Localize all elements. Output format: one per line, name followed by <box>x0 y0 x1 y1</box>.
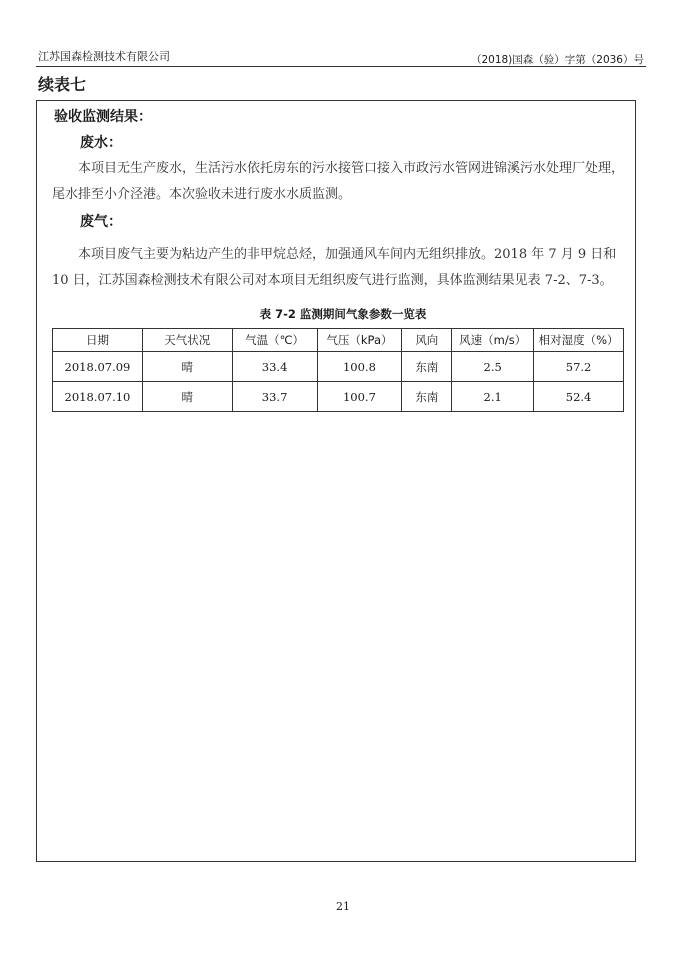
header-company: 江苏国森检测技术有限公司 <box>38 50 170 63</box>
column-header: 日期 <box>53 329 143 352</box>
waste-gas-heading: 废气： <box>80 214 122 230</box>
table-header-row <box>53 329 624 352</box>
page-number: 21 <box>336 900 350 913</box>
wastewater-paragraph: 本项目无生产废水，生活污水依托房东的污水接管口接入市政污水管网进锦溪污水处理厂处理，尾水排至小介泾港。本次验收未进行废水水质监测。 <box>52 161 625 202</box>
table-cell: 东南 <box>402 352 452 382</box>
table-caption: 表 7-2 监测期间气象参数一览表 <box>259 307 427 321</box>
table-cell: 100.8 <box>317 352 402 382</box>
table-cell: 晴 <box>142 382 232 412</box>
waste-gas-paragraph: 本项目废气主要为粘边产生的非甲烷总烃，加强通风车间内无组织排放。2018 年 7 月 9 日和 10 日，江苏国森检测技术有限公司对本项目无组织废气进行监测，具体监测结果见表 7-2、7-3。 <box>52 247 617 288</box>
table-cell: 2.5 <box>452 352 534 382</box>
table-cell: 2018.07.10 <box>53 382 143 412</box>
column-header: 相对湿度（%） <box>534 329 624 352</box>
table-cell: 52.4 <box>534 382 624 412</box>
header-doc-number: （2018)国森（验）字第（2036）号 <box>470 54 644 66</box>
column-header: 风向 <box>402 329 452 352</box>
table-cell: 100.7 <box>317 382 402 412</box>
table-cell: 33.7 <box>232 382 317 412</box>
column-header: 气温（℃） <box>232 329 317 352</box>
column-header: 天气状况 <box>142 329 232 352</box>
content-frame <box>36 100 636 862</box>
weather-table <box>52 328 624 412</box>
table-row <box>53 382 624 412</box>
section-title: 续表七 <box>38 75 87 94</box>
column-header: 风速（m/s） <box>452 329 534 352</box>
header-divider <box>36 66 646 67</box>
table-cell: 2.1 <box>452 382 534 412</box>
table-cell: 33.4 <box>232 352 317 382</box>
table-cell: 晴 <box>142 352 232 382</box>
table-cell: 2018.07.09 <box>53 352 143 382</box>
wastewater-heading: 废水： <box>80 135 122 151</box>
table-row <box>53 352 624 382</box>
results-heading: 验收监测结果： <box>54 109 152 125</box>
table-cell: 东南 <box>402 382 452 412</box>
table-cell: 57.2 <box>534 352 624 382</box>
column-header: 气压（kPa） <box>317 329 402 352</box>
